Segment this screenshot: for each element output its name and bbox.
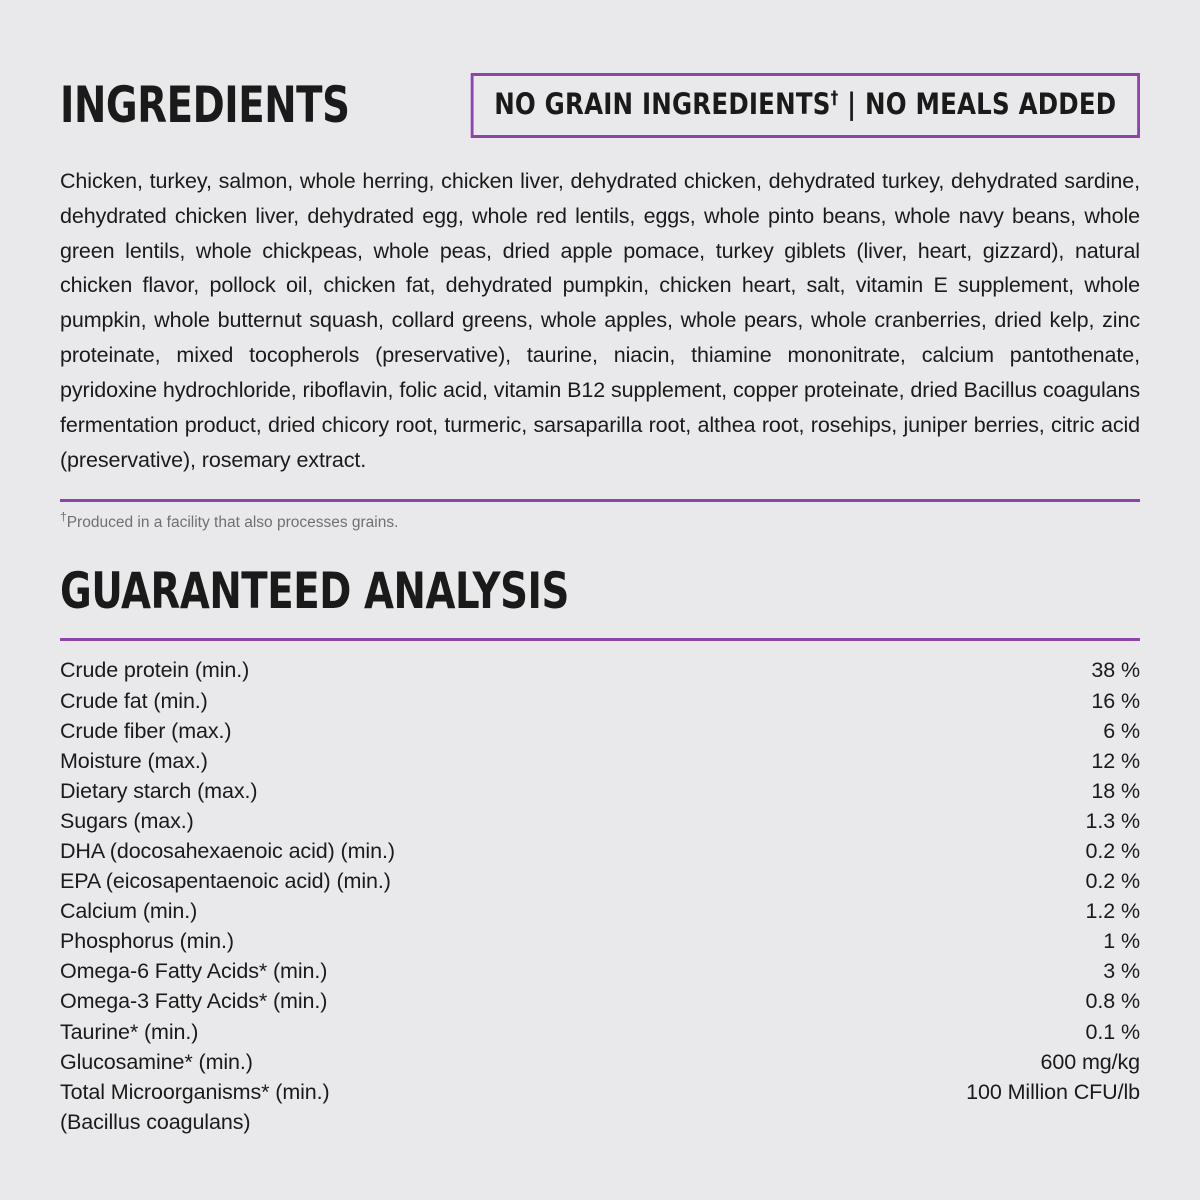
analysis-nutrient-label: Crude fiber (max.) bbox=[60, 718, 232, 743]
guaranteed-analysis-title: GUARANTEED ANALYSIS bbox=[60, 562, 569, 621]
analysis-nutrient-label: Crude protein (min.) bbox=[60, 658, 250, 683]
page-title: INGREDIENTS bbox=[60, 76, 350, 134]
analysis-row bbox=[60, 926, 1140, 956]
badge-dagger-marker: † bbox=[830, 86, 839, 108]
divider-ingredients bbox=[60, 499, 1140, 502]
ingredients-text: Chicken, turkey, salmon, whole herring, chicken liver, dehydrated chicken, dehydrated turkey, dehydrated sardine, dehydrated chicken liver, dehydrated egg, whole red lentils, eggs, whole pinto beans, whole navy beans, whole green lentils, whole chickpeas, whole peas, dried apple pomace, turkey giblets (liver, heart, gizzard), natural chicken flavor, pollock oil, chicken fat, dehydrated pumpkin, chicken heart, salt, vitamin E supplement, whole pumpkin, whole butternut squash, collard greens, whole apples, whole pears, whole cranberries, dried kelp, zinc proteinate, mixed tocopherols (preservative), taurine, niacin, thiamine mononitrate, calcium pantothenate, pyridoxine hydrochloride, riboflavin, folic acid, vitamin B12 supplement, copper proteinate, dried Bacillus coagulans fermentation product, dried chicory root, turmeric, sarsaparilla root, althea root, rosehips, juniper berries, citric acid (preservative), rosemary extract. bbox=[60, 169, 1140, 472]
analysis-row bbox=[60, 836, 1140, 866]
analysis-nutrient-label: Glucosamine* (min.) bbox=[60, 1049, 253, 1074]
analysis-nutrient-label: Omega-3 Fatty Acids* (min.) bbox=[60, 989, 328, 1014]
analysis-nutrient-label: Omega-6 Fatty Acids* (min.) bbox=[60, 959, 328, 984]
guaranteed-analysis-list bbox=[60, 655, 1140, 1106]
analysis-nutrient-value: 0.2 % bbox=[1085, 869, 1140, 894]
analysis-nutrient-value: 38 % bbox=[1091, 658, 1140, 683]
divider-guaranteed-analysis bbox=[60, 638, 1140, 641]
footnote-text: Produced in a facility that also processes grains. bbox=[66, 514, 399, 532]
analysis-nutrient-value: 100 Million CFU/lb bbox=[966, 1079, 1140, 1104]
analysis-nutrient-value: 12 % bbox=[1091, 748, 1140, 773]
analysis-nutrient-value: 0.8 % bbox=[1085, 989, 1140, 1014]
analysis-nutrient-label: Total Microorganisms* (min.) bbox=[60, 1079, 330, 1104]
analysis-row bbox=[60, 1017, 1140, 1047]
analysis-nutrient-label: Moisture (max.) bbox=[60, 748, 208, 773]
analysis-nutrient-label: DHA (docosahexaenoic acid) (min.) bbox=[60, 839, 395, 864]
analysis-row bbox=[60, 1077, 1140, 1107]
analysis-nutrient-label: Phosphorus (min.) bbox=[60, 929, 234, 954]
analysis-nutrient-label: Calcium (min.) bbox=[60, 899, 198, 924]
no-grain-badge bbox=[471, 73, 1140, 138]
analysis-nutrient-label: Dietary starch (max.) bbox=[60, 778, 258, 803]
analysis-row bbox=[60, 655, 1140, 685]
analysis-row bbox=[60, 686, 1140, 716]
analysis-nutrient-value: 16 % bbox=[1091, 688, 1140, 713]
badge-prefix-label: NO GRAIN INGREDIENTS bbox=[494, 86, 831, 121]
guaranteed-analysis-continuation: (Bacillus coagulans) bbox=[60, 1109, 251, 1134]
ingredients-header bbox=[60, 60, 1140, 150]
badge-suffix-label: | NO MEALS ADDED bbox=[838, 86, 1117, 121]
ingredients-footnote bbox=[60, 510, 1140, 532]
analysis-nutrient-value: 1.3 % bbox=[1085, 808, 1140, 833]
analysis-row bbox=[60, 806, 1140, 836]
analysis-nutrient-label: EPA (eicosapentaenoic acid) (min.) bbox=[60, 869, 391, 894]
analysis-row bbox=[60, 716, 1140, 746]
analysis-nutrient-value: 3 % bbox=[1103, 959, 1140, 984]
analysis-row bbox=[60, 776, 1140, 806]
analysis-row bbox=[60, 1047, 1140, 1077]
analysis-nutrient-value: 6 % bbox=[1103, 718, 1140, 743]
analysis-nutrient-value: 0.1 % bbox=[1085, 1019, 1140, 1044]
analysis-nutrient-value: 0.2 % bbox=[1085, 839, 1140, 864]
analysis-nutrient-label: Crude fat (min.) bbox=[60, 688, 208, 713]
analysis-nutrient-value: 1.2 % bbox=[1085, 899, 1140, 924]
analysis-row bbox=[60, 866, 1140, 896]
analysis-nutrient-value: 600 mg/kg bbox=[1040, 1049, 1140, 1074]
analysis-row bbox=[60, 956, 1140, 986]
footnote-dagger-marker: † bbox=[60, 510, 67, 525]
analysis-nutrient-label: Taurine* (min.) bbox=[60, 1019, 199, 1044]
analysis-nutrient-value: 1 % bbox=[1103, 929, 1140, 954]
analysis-nutrient-label: Sugars (max.) bbox=[60, 808, 194, 833]
analysis-row bbox=[60, 896, 1140, 926]
analysis-nutrient-value: 18 % bbox=[1091, 778, 1140, 803]
analysis-row bbox=[60, 986, 1140, 1016]
analysis-row bbox=[60, 746, 1140, 776]
